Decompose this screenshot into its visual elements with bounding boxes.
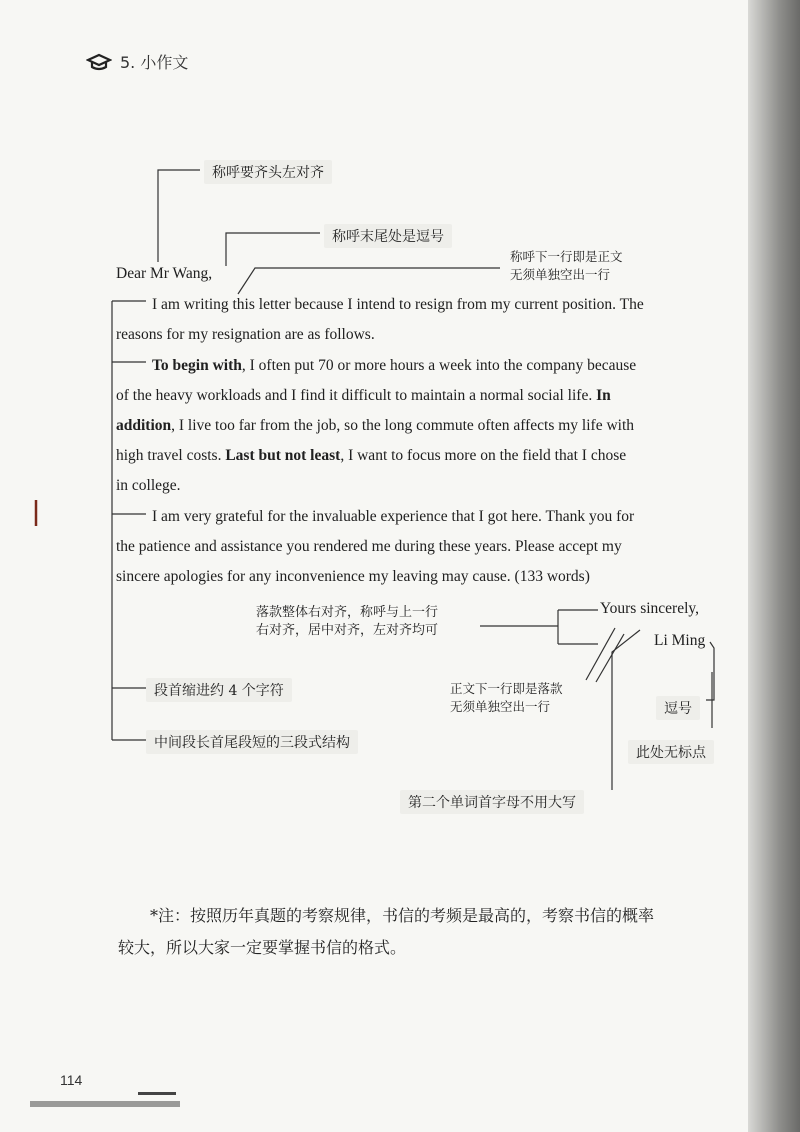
signature: Li Ming (654, 632, 706, 649)
note-next-line: 称呼下一行即是正文 无须单独空出一行 (510, 249, 623, 282)
footnote-line1: *注：按照历年真题的考察规律，书信的考频是最高的，考察书信的概率 (150, 906, 655, 925)
p2-line2: of the heavy workloads and I find it difficult to maintain a normal social life. In (116, 387, 611, 404)
p2-line5: in college. (116, 477, 181, 494)
note-salutation-align: 称呼要齐头左对齐 (204, 160, 332, 184)
note-indent: 段首缩进约 4 个字符 (146, 678, 292, 702)
p1-line1: I am writing this letter because I intend to resign from my current position. The (152, 296, 644, 313)
note-no-punctuation: 此处无标点 (628, 740, 714, 764)
page-number: 114 (60, 1072, 83, 1088)
note-salutation-comma: 称呼末尾处是逗号 (324, 224, 452, 248)
footer-decoration (138, 1092, 176, 1095)
section-title: 5. 小作文 (120, 53, 189, 72)
salutation: Dear Mr Wang, (116, 265, 213, 282)
p1-line2: reasons for my resignation are as follows. (116, 326, 375, 343)
p2-line3: addition, I live too far from the job, so the long commute often affects my life with (116, 417, 635, 434)
note-second-word: 第二个单词首字母不用大写 (400, 790, 584, 814)
p3-line3: sincere apologies for any inconvenience my leaving may cause. (133 words) (116, 568, 590, 585)
p3-line2: the patience and assistance you rendered me during these years. Please accept my (116, 538, 622, 555)
footer-bar (30, 1101, 180, 1107)
note-structure: 中间段长首尾段短的三段式结构 (146, 730, 358, 754)
footnote-line2: 较大，所以大家一定要掌握书信的格式。 (118, 938, 407, 957)
p2-line1: To begin with, I often put 70 or more hours a week into the company because (152, 357, 637, 374)
note-closing-align: 落款整体右对齐，称呼与上一行 右对齐，居中对齐，左对齐均可 (256, 605, 439, 638)
note-body-next: 正文下一行即是落款 无须单独空出一行 (450, 681, 563, 714)
note-comma: 逗号 (656, 696, 700, 720)
p2-line4: high travel costs. Last but not least, I want to focus more on the field that I chose (116, 447, 627, 464)
p3-line1: I am very grateful for the invaluable experience that I got here. Thank you for (152, 508, 635, 525)
closing: Yours sincerely, (600, 600, 700, 617)
